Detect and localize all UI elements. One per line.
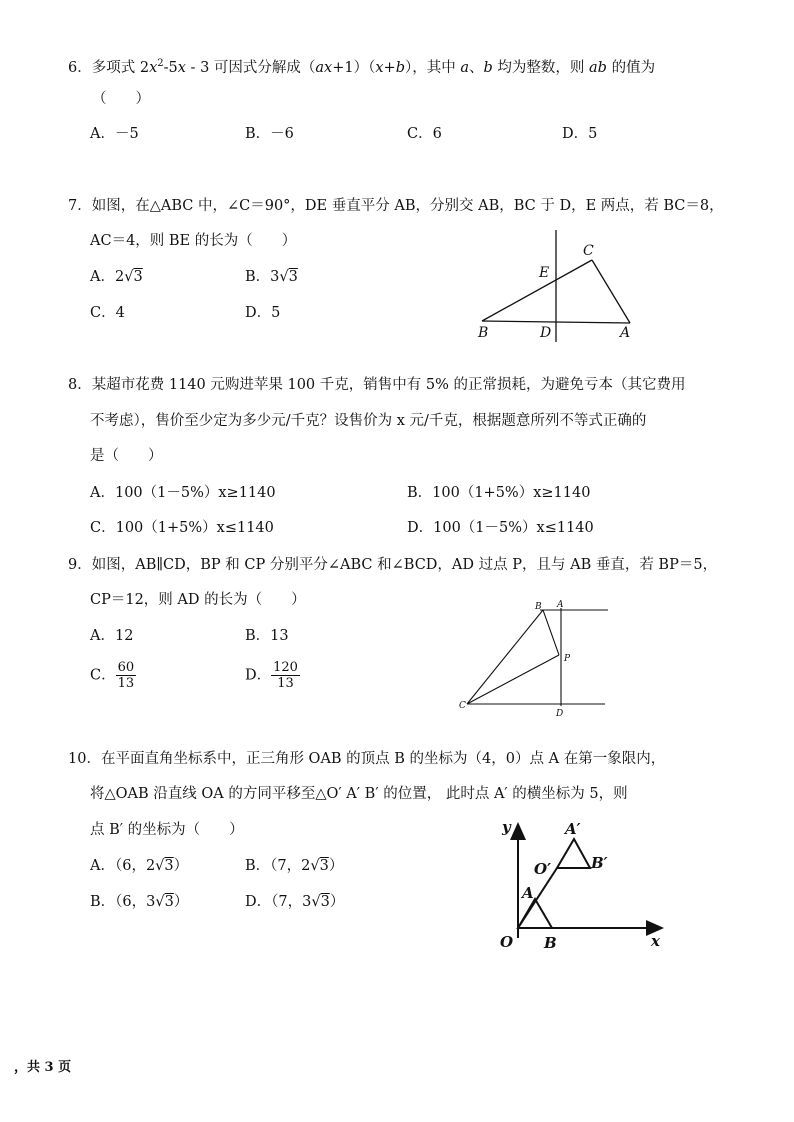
q7-stem-line2: AC＝4，则 BE 的长为（ ） bbox=[90, 233, 297, 249]
q10-option-b[interactable]: B．（7，2√3） bbox=[245, 858, 344, 874]
q7-segment-bc bbox=[482, 260, 592, 321]
q10-stem-line2: 将△OAB 沿直线 OA 的方同平移至△O′ A′ B′ 的位置， 此时点 A′ 的横坐标为 5，则 bbox=[90, 786, 628, 802]
q9-segment-cp bbox=[467, 655, 559, 704]
q6-option-c[interactable]: C．6 bbox=[407, 126, 442, 142]
q10-stem-line3: 点 B′ 的坐标为（ ） bbox=[90, 822, 244, 838]
q7-label-c: C bbox=[583, 243, 594, 259]
q8-stem-line3: 是（ ） bbox=[90, 448, 163, 464]
q7-label-a: A bbox=[620, 325, 631, 341]
q7-option-d[interactable]: D．5 bbox=[245, 305, 281, 321]
q7-segment-ca bbox=[592, 260, 630, 323]
q10-label-a-prime: A′ bbox=[565, 820, 581, 838]
q6-option-b[interactable]: B．－6 bbox=[245, 126, 294, 142]
q10-label-o: O bbox=[500, 933, 514, 951]
q10-label-b-prime: B′ bbox=[591, 854, 608, 872]
page-footer: ，共 3 页 bbox=[14, 1060, 72, 1075]
q8-option-c[interactable]: C．100（1+5%）x≤1140 bbox=[90, 520, 274, 536]
q9-label-b: B bbox=[535, 602, 542, 612]
q7-option-a[interactable]: A．2√3 bbox=[90, 269, 143, 285]
q9-stem-line2: CP＝12，则 AD 的长为（ ） bbox=[90, 592, 306, 608]
q10-label-x: x bbox=[651, 932, 660, 950]
q8-stem-line1: 8．某超市花费 1140 元购进苹果 100 千克，销售中有 5% 的正常损耗，为避免亏本（其它费用 bbox=[68, 377, 686, 393]
q6-option-a[interactable]: A．－5 bbox=[90, 126, 139, 142]
q7-figure bbox=[470, 225, 640, 345]
q7-stem-line1: 7．如图，在△ABC 中，∠C＝90°，DE 垂直平分 AB，分别交 AB，BC 于 D，E 两点，若 BC＝8， bbox=[68, 198, 724, 214]
q9-stem-line1: 9．如图，AB∥CD，BP 和 CP 分别平分∠ABC 和∠BCD，AD 过点 P，且与 AB 垂直，若 BP＝5， bbox=[68, 557, 718, 573]
q8-stem-line2: 不考虑），售价至少定为多少元/千克？设售价为 x 元/千克，根据题意所列不等式正确的 bbox=[90, 413, 647, 429]
q10-stem-line1: 10．在平面直角坐标系中，正三角形 OAB 的顶点 B 的坐标为（4，0）点 A 在第一象限内， bbox=[68, 751, 666, 767]
q7-label-b: B bbox=[478, 325, 489, 341]
q9-label-a: A bbox=[557, 600, 564, 610]
q10-option-c[interactable]: B．（6，3√3） bbox=[90, 894, 189, 910]
q6-paren: （ ） bbox=[92, 91, 150, 107]
q10-label-o-prime: O′ bbox=[534, 860, 552, 878]
q6-stem: 6．多项式 $2x^2-5x - 3$ 可因式分解成（ax+1）（x+b），其中 a、b 均为整数，则 ab 的值为 bbox=[68, 58, 656, 76]
q9-label-p: P bbox=[564, 654, 571, 664]
q7-label-d: D bbox=[540, 325, 552, 341]
q9-option-b[interactable]: B．13 bbox=[245, 628, 289, 644]
q8-option-a[interactable]: A．100（1－5%）x≥1140 bbox=[90, 485, 276, 501]
q7-option-b[interactable]: B．3√3 bbox=[245, 269, 298, 285]
q7-option-c[interactable]: C．4 bbox=[90, 305, 125, 321]
q10-option-a[interactable]: A．（6，2√3） bbox=[90, 858, 189, 874]
q9-segment-bp bbox=[543, 610, 559, 655]
q8-option-b[interactable]: B．100（1+5%）x≥1140 bbox=[407, 485, 591, 501]
q8-option-d[interactable]: D．100（1－5%）x≤1140 bbox=[407, 520, 594, 536]
q9-label-c: C bbox=[459, 701, 466, 711]
q10-figure bbox=[490, 810, 675, 955]
q10-triangle-o2a2b2 bbox=[557, 839, 590, 868]
q9-option-c[interactable]: C． $\frac{60}{13}$ bbox=[90, 660, 135, 691]
q7-label-e: E bbox=[539, 265, 550, 281]
q9-option-a[interactable]: A．12 bbox=[90, 628, 134, 644]
q10-option-d[interactable]: D．（7，3√3） bbox=[245, 894, 345, 910]
q10-label-a: A bbox=[522, 884, 534, 902]
q9-figure bbox=[455, 595, 615, 720]
q10-label-b: B bbox=[544, 934, 557, 952]
q6-option-d[interactable]: D．5 bbox=[562, 126, 598, 142]
q9-option-d[interactable]: D． $\frac{120}{13}$ bbox=[245, 660, 298, 691]
q9-segment-cb bbox=[467, 610, 543, 704]
q9-label-d: D bbox=[556, 709, 564, 719]
q10-label-y: y bbox=[502, 818, 511, 836]
